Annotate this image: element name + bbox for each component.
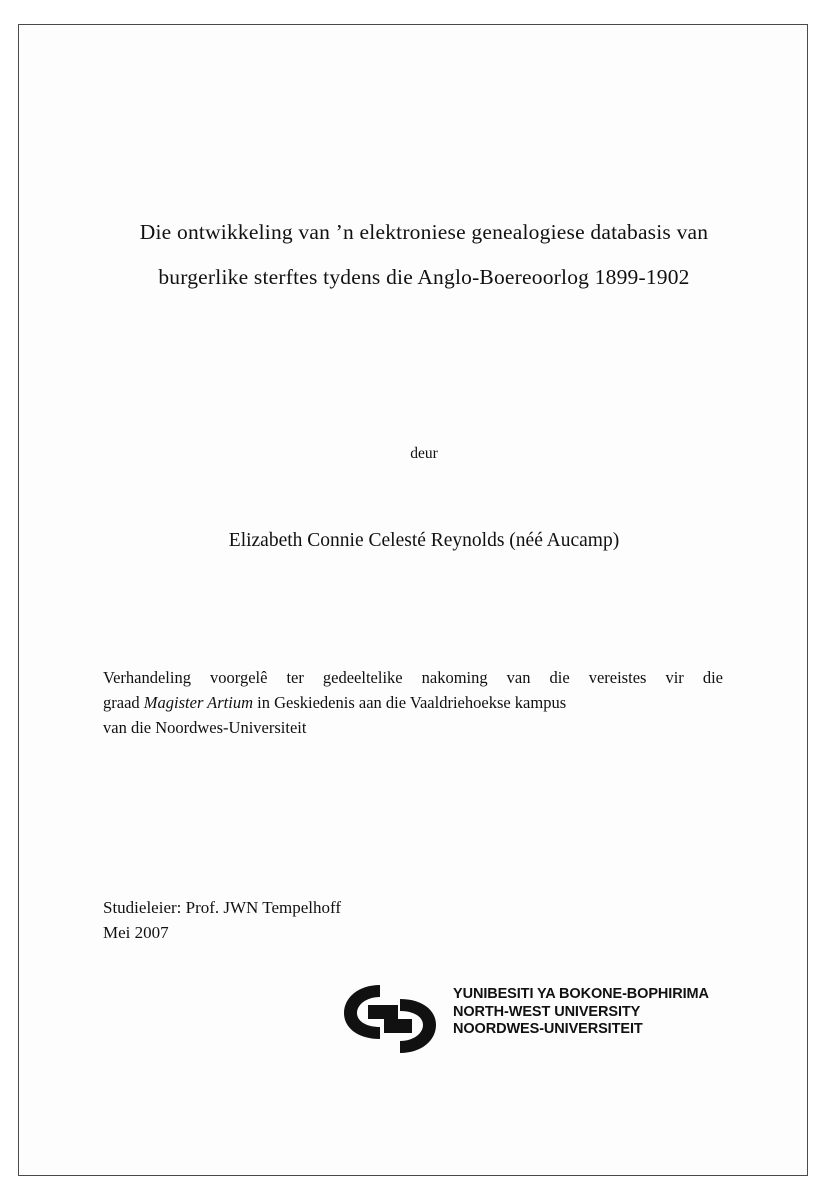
author-name: Elizabeth Connie Celesté Reynolds (néé Aucamp) [228, 530, 620, 551]
statement-line-2-suffix: in Geskiedenis aan die Vaaldriehoekse kampus [253, 693, 567, 712]
degree-statement [103, 665, 723, 740]
university-logo [253, 980, 709, 1070]
logo-text-line-2: NORTH-WEST UNIVERSITY [453, 1003, 641, 1020]
logo-text-line-3: NOORDWES-UNIVERSITEIT [453, 1021, 643, 1037]
submission-date: Mei 2007 [103, 923, 169, 942]
byline-word: deur [410, 445, 438, 462]
degree-name: Magister Artium [143, 693, 254, 712]
page-title [103, 210, 745, 300]
statement-line-3: van die Noordwes-Universiteit [103, 718, 307, 737]
statement-line-2 [103, 690, 723, 715]
title-page-sheet [19, 25, 807, 1175]
supervisor-name: Studieleier: Prof. JWN Tempelhoff [103, 898, 342, 917]
nwu-logo-icon [338, 983, 446, 1055]
title-page-content [103, 25, 745, 1175]
statement-line-1: Verhandeling voorgelê ter gedeeltelike nakoming van die vereistes vir die [103, 668, 723, 687]
statement-line-2-prefix: graad [103, 693, 144, 712]
title-line-2: burgerlike sterftes tydens die Anglo-Boereoorlog 1899-1902 [158, 265, 690, 289]
logo-text-line-1: YUNIBESITI YA BOKONE-BOPHIRIMA [453, 986, 709, 1002]
university-logo-text [453, 986, 709, 1039]
title-line-1: Die ontwikkeling van ’n elektroniese genealogiese databasis van [139, 220, 709, 244]
supervisor-block [103, 895, 341, 945]
